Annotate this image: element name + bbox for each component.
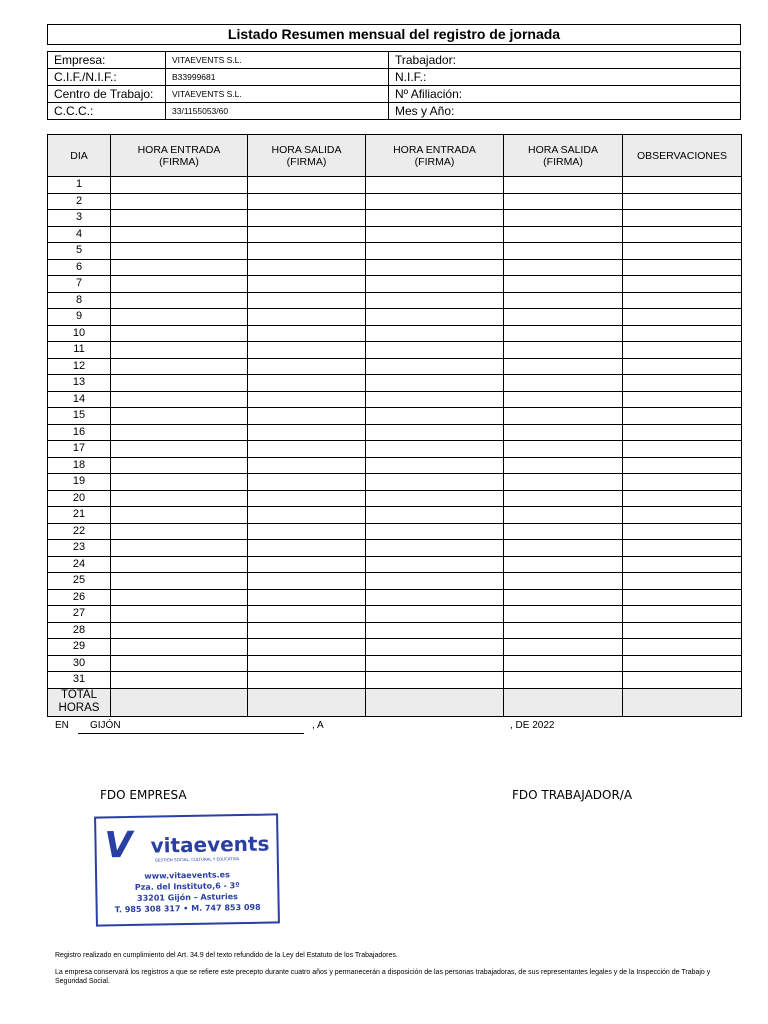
- day-number: 17: [48, 441, 111, 458]
- entry-cell[interactable]: [504, 606, 623, 623]
- entry-cell[interactable]: [366, 193, 504, 210]
- day-number: 29: [48, 639, 111, 656]
- entry-cell[interactable]: [504, 177, 623, 194]
- entry-cell[interactable]: [111, 193, 248, 210]
- entry-cell[interactable]: [248, 507, 366, 524]
- entry-cell[interactable]: [623, 606, 742, 623]
- entry-cell[interactable]: [504, 507, 623, 524]
- table-row: [48, 573, 742, 590]
- entry-cell[interactable]: [623, 226, 742, 243]
- entry-cell[interactable]: [366, 243, 504, 260]
- entry-cell[interactable]: [111, 210, 248, 227]
- entry-cell[interactable]: [504, 490, 623, 507]
- header-entrada-2: [366, 135, 504, 177]
- day-number: 1: [48, 177, 111, 194]
- entry-cell[interactable]: [623, 424, 742, 441]
- employer-info-table: [47, 51, 741, 120]
- entry-cell[interactable]: [111, 408, 248, 425]
- entry-cell[interactable]: [504, 457, 623, 474]
- entry-cell[interactable]: [248, 589, 366, 606]
- entry-cell[interactable]: [504, 391, 623, 408]
- entry-cell[interactable]: [366, 358, 504, 375]
- table-row: [48, 490, 742, 507]
- table-row: [48, 243, 742, 260]
- day-number: 7: [48, 276, 111, 293]
- entry-cell[interactable]: [504, 556, 623, 573]
- entry-cell[interactable]: [504, 639, 623, 656]
- cif-label: C.I.F./N.I.F.:: [48, 69, 166, 86]
- table-row: [48, 556, 742, 573]
- table-row: [48, 375, 742, 392]
- entry-cell[interactable]: [623, 672, 742, 689]
- de-year-label: , DE 2022: [510, 720, 555, 731]
- entry-cell[interactable]: [504, 342, 623, 359]
- day-number: 27: [48, 606, 111, 623]
- table-row: [48, 672, 742, 689]
- table-row: [48, 639, 742, 656]
- entry-cell[interactable]: [504, 622, 623, 639]
- entry-cell[interactable]: [366, 622, 504, 639]
- table-row: [48, 589, 742, 606]
- table-row: [48, 358, 742, 375]
- entry-cell[interactable]: [623, 540, 742, 557]
- day-number: 21: [48, 507, 111, 524]
- entry-cell[interactable]: [248, 672, 366, 689]
- table-row: [48, 655, 742, 672]
- afiliacion-label: Nº Afiliación:: [389, 86, 741, 103]
- fdo-empresa-label: FDO EMPRESA: [100, 788, 187, 802]
- stamp-brand: vitaevents: [150, 831, 270, 858]
- entry-cell[interactable]: [248, 375, 366, 392]
- entry-cell[interactable]: [111, 457, 248, 474]
- company-stamp: [94, 813, 280, 926]
- day-number: 30: [48, 655, 111, 672]
- day-number: 4: [48, 226, 111, 243]
- table-row: [48, 606, 742, 623]
- entry-cell[interactable]: [248, 540, 366, 557]
- table-row: [48, 342, 742, 359]
- entry-cell[interactable]: [366, 507, 504, 524]
- entry-cell[interactable]: [248, 391, 366, 408]
- entry-cell[interactable]: [111, 375, 248, 392]
- entry-cell[interactable]: [366, 226, 504, 243]
- entry-cell[interactable]: [366, 606, 504, 623]
- day-number: 2: [48, 193, 111, 210]
- entry-cell[interactable]: [111, 177, 248, 194]
- header-salida-2-text: HORA SALIDA: [527, 143, 599, 156]
- entry-cell[interactable]: [248, 573, 366, 590]
- entry-cell[interactable]: [623, 507, 742, 524]
- entry-cell[interactable]: [623, 622, 742, 639]
- entry-cell[interactable]: [504, 589, 623, 606]
- entry-cell[interactable]: [111, 226, 248, 243]
- stamp-city: 33201 Gijón – Asturies: [137, 892, 238, 903]
- header-entrada-1-sub: (FIRMA): [159, 155, 199, 168]
- entry-cell[interactable]: [623, 309, 742, 326]
- entry-cell[interactable]: [111, 358, 248, 375]
- header-salida-2: [504, 135, 623, 177]
- table-row: [48, 408, 742, 425]
- table-row: [48, 259, 742, 276]
- entry-cell[interactable]: [366, 424, 504, 441]
- header-observaciones-text: OBSERVACIONES: [636, 149, 728, 162]
- table-row: [48, 391, 742, 408]
- total-label-1: TOTAL: [61, 689, 97, 701]
- entry-cell[interactable]: [623, 375, 742, 392]
- entry-cell[interactable]: [623, 342, 742, 359]
- entry-cell[interactable]: [623, 358, 742, 375]
- day-number: 15: [48, 408, 111, 425]
- entry-cell[interactable]: [248, 523, 366, 540]
- city-underline: [78, 733, 304, 734]
- total-cell[interactable]: [248, 688, 366, 716]
- entry-cell[interactable]: [248, 259, 366, 276]
- entry-cell[interactable]: [366, 325, 504, 342]
- entry-cell[interactable]: [366, 441, 504, 458]
- entry-cell[interactable]: [504, 259, 623, 276]
- entry-cell[interactable]: [248, 490, 366, 507]
- entry-cell[interactable]: [366, 523, 504, 540]
- entry-cell[interactable]: [111, 325, 248, 342]
- header-salida-1-text: HORA SALIDA: [271, 143, 342, 156]
- entry-cell[interactable]: [504, 474, 623, 491]
- entry-cell[interactable]: [623, 193, 742, 210]
- day-number: 19: [48, 474, 111, 491]
- table-row: [48, 441, 742, 458]
- entry-cell[interactable]: [623, 589, 742, 606]
- entry-cell[interactable]: [623, 259, 742, 276]
- legal-note-1: Registro realizado en cumplimiento del Art. 34.9 del texto refundido de la Ley del Estatuto de los Trabajadores.: [55, 952, 398, 959]
- entry-cell[interactable]: [366, 655, 504, 672]
- entry-cell[interactable]: [111, 276, 248, 293]
- stamp-phones: T. 985 308 317 • M. 747 853 098: [114, 902, 261, 915]
- city-value: GIJÓN: [90, 720, 121, 731]
- entry-cell[interactable]: [366, 474, 504, 491]
- entry-cell[interactable]: [248, 457, 366, 474]
- entry-cell[interactable]: [504, 276, 623, 293]
- entry-cell[interactable]: [623, 490, 742, 507]
- trabajador-label: Trabajador:: [389, 52, 741, 69]
- entry-cell[interactable]: [623, 655, 742, 672]
- entry-cell[interactable]: [623, 210, 742, 227]
- day-number: 31: [48, 672, 111, 689]
- entry-cell[interactable]: [504, 523, 623, 540]
- header-salida-1: [248, 135, 366, 177]
- ccc-value: 33/1155053/60: [166, 103, 389, 120]
- entry-cell[interactable]: [623, 177, 742, 194]
- entry-cell[interactable]: [111, 490, 248, 507]
- entry-cell[interactable]: [504, 325, 623, 342]
- entry-cell[interactable]: [504, 424, 623, 441]
- entry-cell[interactable]: [248, 655, 366, 672]
- entry-cell[interactable]: [111, 622, 248, 639]
- entry-cell[interactable]: [366, 573, 504, 590]
- fdo-trabajador-label: FDO TRABAJADOR/A: [512, 788, 633, 802]
- entry-cell[interactable]: [366, 309, 504, 326]
- day-number: 22: [48, 523, 111, 540]
- entry-cell[interactable]: [623, 556, 742, 573]
- table-row: [48, 540, 742, 557]
- entry-cell[interactable]: [623, 639, 742, 656]
- entry-cell[interactable]: [111, 391, 248, 408]
- entry-cell[interactable]: [248, 474, 366, 491]
- entry-cell[interactable]: [623, 243, 742, 260]
- entry-cell[interactable]: [111, 309, 248, 326]
- entry-cell[interactable]: [111, 655, 248, 672]
- table-row: [48, 325, 742, 342]
- day-number: 26: [48, 589, 111, 606]
- table-row: [48, 507, 742, 524]
- day-number: 13: [48, 375, 111, 392]
- entry-cell[interactable]: [248, 606, 366, 623]
- entry-cell[interactable]: [366, 672, 504, 689]
- entry-cell[interactable]: [111, 259, 248, 276]
- table-row: [48, 424, 742, 441]
- entry-cell[interactable]: [111, 424, 248, 441]
- table-row: [48, 622, 742, 639]
- entry-cell[interactable]: [111, 507, 248, 524]
- entry-cell[interactable]: [623, 276, 742, 293]
- entry-cell[interactable]: [248, 193, 366, 210]
- entry-cell[interactable]: [504, 226, 623, 243]
- stamp-tagline: GESTIÓN SOCIAL, CULTURAL Y EDUCATIVA: [154, 856, 240, 863]
- entry-cell[interactable]: [248, 342, 366, 359]
- table-row: [48, 193, 742, 210]
- table-row: [48, 457, 742, 474]
- entry-cell[interactable]: [623, 441, 742, 458]
- entry-cell[interactable]: [111, 672, 248, 689]
- a-label: , A: [312, 720, 324, 731]
- entry-cell[interactable]: [248, 556, 366, 573]
- entry-cell[interactable]: [623, 408, 742, 425]
- table-row: [48, 276, 742, 293]
- entry-cell[interactable]: [366, 259, 504, 276]
- entry-cell[interactable]: [504, 573, 623, 590]
- empresa-value: VITAEVENTS S.L.: [166, 52, 389, 69]
- empresa-label: Empresa:: [48, 52, 166, 69]
- entry-cell[interactable]: [111, 243, 248, 260]
- entry-cell[interactable]: [248, 325, 366, 342]
- entry-cell[interactable]: [366, 639, 504, 656]
- entry-cell[interactable]: [366, 375, 504, 392]
- entry-cell[interactable]: [366, 210, 504, 227]
- entry-cell[interactable]: [111, 523, 248, 540]
- entry-cell[interactable]: [504, 292, 623, 309]
- entry-cell[interactable]: [366, 292, 504, 309]
- entry-cell[interactable]: [111, 589, 248, 606]
- header-dia-text: DIA: [70, 149, 88, 162]
- total-label: [48, 688, 111, 716]
- entry-cell[interactable]: [504, 309, 623, 326]
- day-number: 20: [48, 490, 111, 507]
- entry-cell[interactable]: [366, 391, 504, 408]
- centro-label: Centro de Trabajo:: [48, 86, 166, 103]
- day-number: 18: [48, 457, 111, 474]
- entry-cell[interactable]: [248, 408, 366, 425]
- entry-cell[interactable]: [248, 226, 366, 243]
- entry-cell[interactable]: [504, 375, 623, 392]
- entry-cell[interactable]: [504, 540, 623, 557]
- table-row: [48, 292, 742, 309]
- header-dia: [48, 135, 111, 177]
- entry-cell[interactable]: [366, 342, 504, 359]
- stamp-web: www.vitaevents.es: [144, 870, 230, 881]
- table-row: [48, 177, 742, 194]
- day-number: 10: [48, 325, 111, 342]
- entry-cell[interactable]: [111, 292, 248, 309]
- entry-cell[interactable]: [504, 358, 623, 375]
- entry-cell[interactable]: [111, 441, 248, 458]
- entry-cell[interactable]: [366, 490, 504, 507]
- entry-cell[interactable]: [623, 325, 742, 342]
- entry-cell[interactable]: [248, 309, 366, 326]
- day-number: 14: [48, 391, 111, 408]
- table-row: [48, 226, 742, 243]
- attendance-table: [47, 134, 742, 717]
- entry-cell[interactable]: [111, 474, 248, 491]
- entry-cell[interactable]: [248, 276, 366, 293]
- entry-cell[interactable]: [111, 342, 248, 359]
- total-label-2: HORAS: [58, 702, 100, 714]
- cif-value: B33999681: [166, 69, 389, 86]
- entry-cell[interactable]: [504, 193, 623, 210]
- header-entrada-1-text: HORA ENTRADA: [137, 143, 221, 156]
- entry-cell[interactable]: [111, 573, 248, 590]
- day-number: 16: [48, 424, 111, 441]
- table-row: [48, 523, 742, 540]
- day-rows: [48, 177, 742, 689]
- total-row: [48, 688, 742, 716]
- entry-cell[interactable]: [623, 474, 742, 491]
- day-number: 3: [48, 210, 111, 227]
- header-entrada-2-text: HORA ENTRADA: [393, 143, 476, 156]
- vitaevents-logo-icon: V: [104, 824, 133, 867]
- header-entrada-1: [111, 135, 248, 177]
- header-entrada-2-sub: (FIRMA): [414, 155, 455, 168]
- entry-cell[interactable]: [504, 210, 623, 227]
- total-cell[interactable]: [504, 688, 623, 716]
- entry-cell[interactable]: [111, 540, 248, 557]
- entry-cell[interactable]: [111, 606, 248, 623]
- day-number: 8: [48, 292, 111, 309]
- entry-cell[interactable]: [248, 639, 366, 656]
- entry-cell[interactable]: [623, 573, 742, 590]
- day-number: 24: [48, 556, 111, 573]
- page-title: Listado Resumen mensual del registro de jornada: [47, 24, 741, 45]
- entry-cell[interactable]: [366, 457, 504, 474]
- entry-cell[interactable]: [623, 292, 742, 309]
- entry-cell[interactable]: [366, 556, 504, 573]
- entry-cell[interactable]: [623, 391, 742, 408]
- entry-cell[interactable]: [504, 408, 623, 425]
- day-number: 9: [48, 309, 111, 326]
- day-number: 23: [48, 540, 111, 557]
- mes-label: Mes y Año:: [389, 103, 741, 120]
- day-number: 25: [48, 573, 111, 590]
- entry-cell[interactable]: [248, 622, 366, 639]
- day-number: 11: [48, 342, 111, 359]
- entry-cell[interactable]: [504, 441, 623, 458]
- entry-cell[interactable]: [248, 424, 366, 441]
- day-number: 6: [48, 259, 111, 276]
- table-row: [48, 210, 742, 227]
- entry-cell[interactable]: [504, 672, 623, 689]
- entry-cell[interactable]: [248, 292, 366, 309]
- entry-cell[interactable]: [623, 457, 742, 474]
- ccc-label: C.C.C.:: [48, 103, 166, 120]
- en-label: EN: [55, 720, 69, 731]
- header-observaciones: [623, 135, 742, 177]
- entry-cell[interactable]: [623, 523, 742, 540]
- entry-cell[interactable]: [366, 177, 504, 194]
- entry-cell[interactable]: [248, 358, 366, 375]
- header-salida-1-sub: (FIRMA): [286, 155, 327, 168]
- entry-cell[interactable]: [248, 243, 366, 260]
- total-cell[interactable]: [111, 688, 248, 716]
- day-number: 5: [48, 243, 111, 260]
- header-salida-2-sub: (FIRMA): [543, 155, 583, 168]
- entry-cell[interactable]: [248, 441, 366, 458]
- nif-label: N.I.F.:: [389, 69, 741, 86]
- entry-cell[interactable]: [366, 540, 504, 557]
- day-number: 28: [48, 622, 111, 639]
- stamp-address: Pza. del Instituto,6 - 3º: [134, 881, 240, 892]
- total-cell[interactable]: [623, 688, 742, 716]
- entry-cell[interactable]: [111, 639, 248, 656]
- entry-cell[interactable]: [366, 589, 504, 606]
- total-cell[interactable]: [366, 688, 504, 716]
- entry-cell[interactable]: [366, 408, 504, 425]
- entry-cell[interactable]: [248, 210, 366, 227]
- entry-cell[interactable]: [366, 276, 504, 293]
- entry-cell[interactable]: [504, 243, 623, 260]
- entry-cell[interactable]: [111, 556, 248, 573]
- table-row: [48, 309, 742, 326]
- entry-cell[interactable]: [248, 177, 366, 194]
- entry-cell[interactable]: [504, 655, 623, 672]
- table-row: [48, 474, 742, 491]
- centro-value: VITAEVENTS S.L.: [166, 86, 389, 103]
- legal-note-2: La empresa conservará los registros a que se refiere este precepto durante cuatro años y permanecerán a disposición de las personas trabajadoras, de sus representantes legales y de la Inspección de Trabajo y Seguridad Social.: [55, 969, 711, 985]
- day-number: 12: [48, 358, 111, 375]
